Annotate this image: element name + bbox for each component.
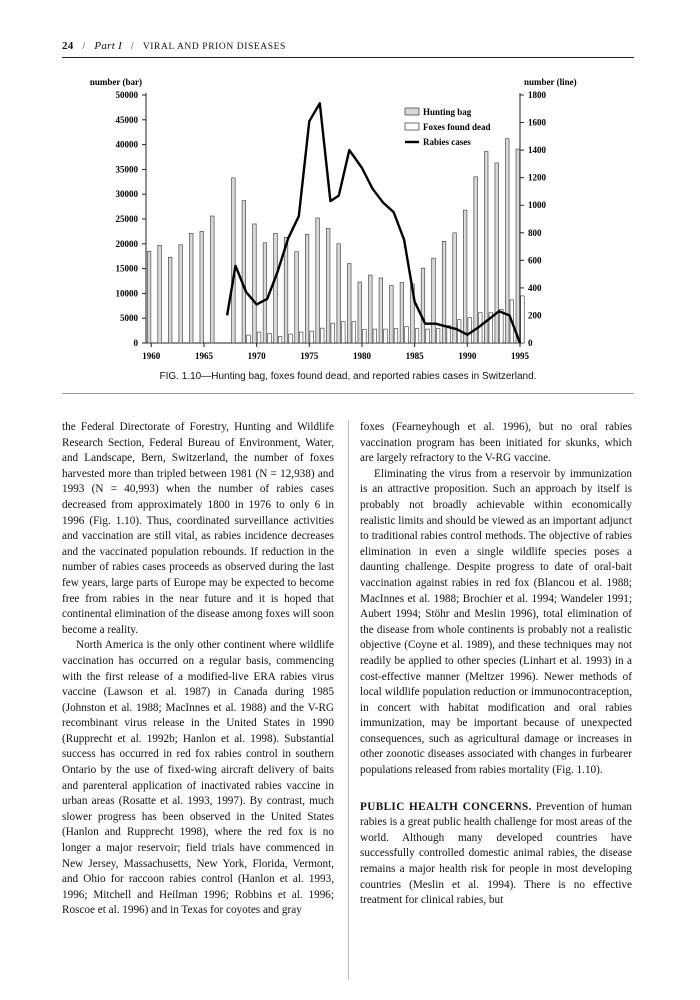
chart-axes — [90, 77, 577, 361]
left-tick-label: 35000 — [115, 164, 138, 175]
figure-caption: FIG. 1.10—Hunting bag, foxes found dead, and reported rabies cases in Switzerland. — [159, 371, 537, 382]
public-health-paragraph — [360, 800, 632, 909]
hunting-bag-bar — [432, 258, 436, 343]
foxes-found-dead-bar — [320, 328, 324, 343]
left-paragraph-1: the Federal Directorate of Forestry, Hunting and Wildlife Research Section, Federal Bureau of Environment, Water, and Landscape, Bern, Switzerland, the number of foxes harvested more than tripled between 1981 (N = 12,938) and 1993 (N = 40,993) when the number of rabies cases decreased from approximately 1800 in 1976 to only 6 in 1996 (Fig. 1.10). Thus, coordinated surveillance activities and vaccination are still vital, as rabies incidence decreases and the vaccinated population rebounds. If reduction in the number of rabies cases proceeds as observed during the last few years, large parts of Europe may be expected to become free from rabies in the near future and it is hoped that continental elimination of the disease among foxes will soon become a reality. — [62, 421, 334, 636]
x-tick-label: 1975 — [300, 351, 319, 361]
hunting-bag-bar — [358, 282, 362, 343]
right-tick-label: 1800 — [528, 90, 546, 100]
hunting-bag-bar — [147, 251, 151, 343]
right-paragraph-2: Eliminating the virus from a reservoir by immunization is an attractive proposition. Such an approach by itself is probably not broadly achievable within economically realistic limits and should be viewed as an important adjunct to traditional rabies control methods. The objective of rabies elimination in even a single wildlife species poses a daunting challenge. Despite progress to date of oral-bait vaccination against rabies in red fox (Blancou et al. 1988; MacInnes et al. 1988; Brochier et al. 1994; Wandeler 1991; Aubert 1994; Stöhr and Meslin 1996), total elimination of the disease from whole continents is probably not a realistic objective (Coyne et al. 1989), and these techniques may not readily be applied to other species (Linhart et al. 1993) in a cost-effective manner (Meltzer 1996). Newer methods of local wildlife population reduction or immunocontraception, in concert with habitat modification and oral rabies immunization, may be important because of unexpected consequences, such as agricultural damage or increases in other zoonotic diseases associated with changes in furbearer populations released from rabies mortality (Fig. 1.10). — [360, 467, 632, 777]
x-tick-label: 1965 — [194, 351, 213, 361]
x-tick-label: 1985 — [405, 351, 424, 361]
hunting-bag-bar — [200, 231, 204, 343]
legend-hunting-label: Hunting bag — [423, 107, 472, 117]
foxes-found-dead-bar — [394, 329, 398, 343]
column-divider — [348, 420, 349, 980]
hunting-bag-bar — [442, 241, 446, 343]
foxes-found-dead-bar — [426, 329, 430, 343]
foxes-found-dead-bar — [278, 337, 282, 343]
hunting-bag-bar — [516, 149, 520, 343]
hunting-bag-bar — [295, 252, 299, 343]
foxes-found-dead-bar — [468, 318, 472, 343]
hunting-bag-bar — [179, 245, 183, 343]
hunting-bag-bars — [147, 139, 519, 343]
left-tick-label: 25000 — [115, 214, 138, 224]
foxes-found-dead-bar — [247, 335, 251, 343]
header-rule — [62, 57, 634, 58]
foxes-found-dead-bar — [363, 330, 367, 343]
hunting-bag-bar — [347, 264, 351, 343]
hunting-bag-bar — [326, 228, 330, 343]
hunting-bag-bar — [463, 210, 467, 343]
hunting-bag-bar — [253, 224, 257, 343]
left-column — [62, 420, 334, 919]
right-tick-label: 1200 — [528, 172, 546, 183]
header-separator-2: / — [130, 41, 135, 52]
header-separator: / — [82, 41, 86, 52]
left-tick-label: 10000 — [115, 288, 138, 299]
public-health-heading: PUBLIC HEALTH CONCERNS. — [360, 800, 532, 813]
right-tick-label: 0 — [528, 338, 533, 348]
hunting-bag-bar — [284, 237, 288, 343]
x-tick-label: 1980 — [352, 351, 371, 361]
hunting-bag-bar — [158, 245, 162, 343]
hunting-bag-bar — [421, 268, 425, 343]
foxes-found-dead-bars — [247, 296, 525, 343]
hunting-bag-bar — [189, 233, 193, 343]
foxes-found-dead-bar — [415, 329, 419, 343]
hunting-bag-bar — [263, 243, 267, 343]
foxes-found-dead-bar — [310, 331, 314, 343]
hunting-bag-bar — [369, 275, 373, 343]
foxes-found-dead-bar — [257, 332, 261, 343]
x-tick-label: 1995 — [511, 351, 529, 361]
foxes-found-dead-bar — [405, 327, 409, 343]
left-tick-label: 15000 — [115, 263, 138, 274]
legend-dead-swatch — [405, 123, 419, 130]
left-tick-label: 20000 — [115, 238, 138, 249]
right-paragraph-1: foxes (Fearneyhough et al. 1996), but no oral rabies vaccination program has been initiated for skunks, which are largely refractory to the V-RG vaccine. — [360, 421, 632, 465]
hunting-bag-bar — [337, 244, 341, 343]
hunting-bag-bar — [274, 233, 278, 343]
right-tick-label: 800 — [528, 227, 542, 238]
foxes-found-dead-bar — [384, 329, 388, 343]
hunting-bag-bar — [495, 163, 499, 343]
foxes-found-dead-bar — [342, 322, 346, 343]
foxes-found-dead-bar — [500, 309, 504, 343]
part-label: Part I — [94, 40, 123, 52]
right-tick-label: 1600 — [528, 117, 546, 128]
public-health-text: Prevention of human rabies is a great public health challenge for most areas of the world. Although many developed countries have successfully controlled domestic animal rabies, the disease remains a major health risk for people in most developing countries (Meslin et al. 1994). There is no effective treatment for clinical rabies, but — [360, 800, 632, 907]
hunting-bag-bar — [484, 152, 488, 343]
left-tick-label: 30000 — [115, 189, 138, 200]
right-tick-label: 400 — [528, 282, 542, 293]
foxes-found-dead-bar — [352, 322, 356, 343]
hunting-bag-bar — [168, 257, 172, 343]
hunting-bag-bar — [305, 234, 309, 343]
foxes-found-dead-bar — [268, 334, 272, 343]
foxes-found-dead-bar — [521, 296, 525, 343]
left-tick-label: 40000 — [115, 139, 138, 150]
x-tick-label: 1970 — [247, 351, 266, 361]
left-tick-label: 45000 — [115, 114, 138, 125]
right-tick-label: 200 — [528, 310, 542, 321]
foxes-found-dead-bar — [299, 332, 303, 343]
foxes-found-dead-bar — [331, 323, 335, 343]
hunting-bag-bar — [453, 233, 457, 343]
foxes-found-dead-bar — [289, 334, 293, 343]
hunting-bag-bar — [242, 201, 246, 343]
page-number: 24 — [62, 40, 74, 52]
left-tick-label: 50000 — [115, 90, 138, 100]
hunting-bag-bar — [210, 216, 214, 343]
rabies-chart — [62, 62, 634, 362]
right-tick-label: 1400 — [528, 145, 546, 156]
left-tick-label: 0 — [133, 338, 138, 348]
legend-rabies-label: Rabies cases — [423, 137, 471, 147]
x-tick-label: 1960 — [142, 351, 161, 361]
running-header — [62, 40, 634, 58]
right-column — [360, 420, 632, 909]
figure-rule — [62, 393, 634, 394]
hunting-bag-bar — [316, 218, 320, 343]
x-tick-label: 1990 — [458, 351, 477, 361]
right-axis-label: number (line) — [524, 77, 577, 87]
hunting-bag-bar — [400, 282, 404, 343]
right-tick-label: 1000 — [528, 200, 546, 211]
legend-hunting-swatch — [405, 108, 419, 115]
left-tick-label: 5000 — [120, 313, 138, 324]
legend-dead-label: Foxes found dead — [423, 122, 491, 132]
left-paragraph-2: North America is the only other continent where wildlife vaccination has occurred on a regular basis, commencing with the first release of a modified-live ERA rabies virus vaccine (Lawson et al. 1987) in Canada during 1985 (Johnston et al. 1988; MacInnes et al. 1988) and the V-RG recombinant virus release in the United States in 1990 (Rupprecht et al. 1992b; Hanlon et al. 1998). Substantial success has occurred in red fox rabies control in southern Ontario by the use of fixed-wing aircraft delivery of baits and parenteral application of inactivated rabies vaccine in urban areas (Rosatte et al. 1993, 1997). By contrast, much slower progress has been observed in the United States (Hanlon and Rupprecht 1998), where the red fox is no longer a major reservoir; field trials have commenced in New Jersey, Massachusetts, New York, Florida, Vermont, and Ohio for raccoon rabies control (Hanlon et al. 1993, 1996; Mitchell and Heilman 1996; Robbins et al. 1996; Roscoe et al. 1996) and in Texas for coyotes and gray — [62, 639, 334, 917]
section-title: VIRAL AND PRION DISEASES — [142, 42, 286, 52]
hunting-bag-bar — [379, 278, 383, 343]
chart-legend — [405, 107, 491, 147]
right-tick-label: 600 — [528, 255, 542, 266]
hunting-bag-bar — [232, 178, 236, 343]
foxes-found-dead-bar — [436, 329, 440, 343]
foxes-found-dead-bar — [373, 329, 377, 343]
hunting-bag-bar — [505, 139, 509, 343]
left-axis-label: number (bar) — [89, 77, 142, 87]
hunting-bag-bar — [390, 285, 394, 343]
hunting-bag-bar — [474, 177, 478, 343]
